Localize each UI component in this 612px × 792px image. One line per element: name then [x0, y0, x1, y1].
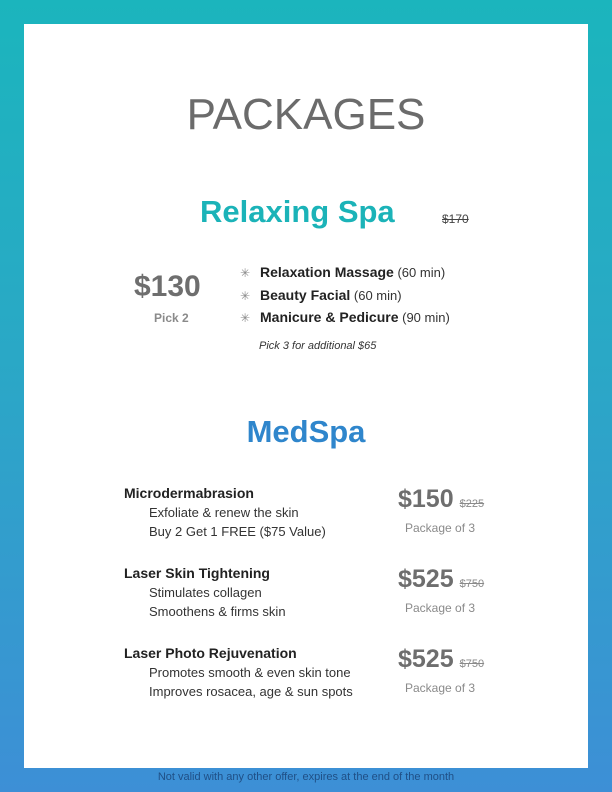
asterisk-star-icon: ✳ [240, 266, 251, 280]
asterisk-star-icon: ✳ [240, 289, 251, 303]
service-original-price: $750 [459, 578, 485, 590]
treatment-name: Beauty Facial [260, 287, 351, 303]
service-price-value: $150 [398, 485, 454, 513]
relaxing-spa-pick-label: Pick 2 [154, 311, 189, 325]
treatment-name: Manicure & Pedicure [260, 309, 399, 325]
service-name: Laser Photo Rejuvenation [124, 645, 297, 661]
service-price-value: $525 [398, 645, 454, 673]
page-title: PACKAGES [186, 90, 426, 139]
service-name: Laser Skin Tightening [124, 565, 270, 581]
service-package-label: Package of 3 [405, 681, 476, 695]
treatment-duration: (60 min) [397, 265, 446, 280]
medspa-heading: MedSpa [246, 414, 366, 449]
relaxing-spa-note: Pick 3 for additional $65 [259, 340, 377, 352]
treatment-item [240, 309, 450, 325]
service-package-label: Package of 3 [405, 601, 476, 615]
asterisk-star-icon: ✳ [240, 311, 251, 325]
service-package-label: Package of 3 [405, 521, 476, 535]
service-detail: Promotes smooth & even skin tone [149, 665, 351, 680]
relaxing-spa-original-price: $170 [442, 212, 469, 226]
service-detail: Smoothens & firms skin [149, 604, 286, 619]
service-price [398, 485, 484, 514]
service-price-value: $525 [398, 565, 454, 593]
treatment-item [240, 287, 402, 303]
service-original-price: $225 [459, 498, 485, 510]
relaxing-spa-price: $130 [134, 270, 201, 303]
service-detail: Improves rosacea, age & sun spots [149, 684, 353, 699]
service-detail: Buy 2 Get 1 FREE ($75 Value) [149, 524, 326, 539]
package-card [24, 24, 588, 768]
footer-disclaimer: Not valid with any other offer, expires at the end of the month [157, 771, 455, 783]
treatment-item [240, 264, 445, 280]
service-name: Microdermabrasion [124, 485, 254, 501]
service-detail: Exfoliate & renew the skin [149, 505, 299, 520]
service-original-price: $750 [459, 658, 485, 670]
relaxing-spa-heading: Relaxing Spa [200, 194, 395, 229]
treatment-name: Relaxation Massage [260, 264, 394, 280]
treatment-duration: (90 min) [402, 310, 450, 325]
service-price [398, 565, 484, 594]
service-detail: Stimulates collagen [149, 585, 262, 600]
treatment-duration: (60 min) [353, 288, 402, 303]
service-price [398, 645, 484, 674]
